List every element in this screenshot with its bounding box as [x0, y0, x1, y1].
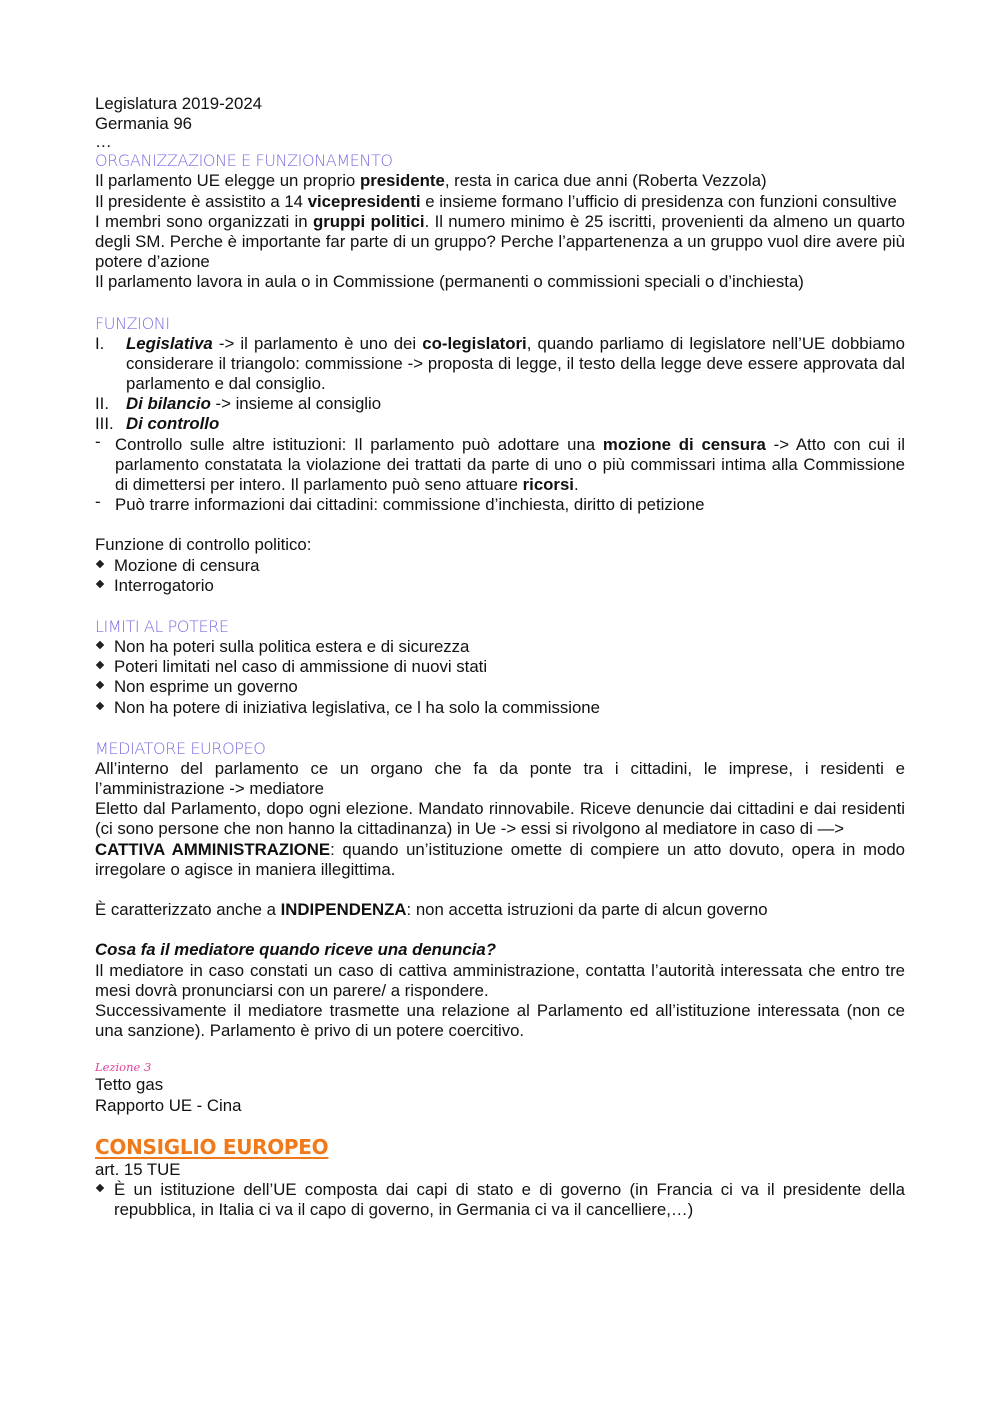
paragraph-complaint-procedure: Il mediatore in caso constati un caso di cattiva amministrazione, contatta l’autorità interessata che entro tre mesi dovrà pronunciarsi con un parere/ a rispondere. — [95, 960, 905, 1000]
heading-ombudsman: MEDIATORE EUROPEO — [95, 738, 266, 758]
political-control-list — [95, 556, 905, 596]
functions-list — [95, 334, 905, 435]
dash-marker: - — [95, 492, 101, 512]
ellipsis-line: … — [95, 132, 112, 152]
paragraph-vicepresidents: Il presidente è assistito a 14 vicepresidenti e insieme formano l’ufficio di presidenza con funzioni consultive — [95, 191, 897, 211]
political-control-title: Funzione di controllo politico: — [95, 535, 312, 555]
list-item: Mozione di censura — [95, 556, 905, 576]
lesson-label: Lezione 3 — [95, 1060, 152, 1075]
diamond-bullet-icon — [96, 559, 104, 567]
list-item: Interrogatorio — [95, 576, 905, 596]
control-dash-list — [95, 431, 905, 516]
paragraph-report: Successivamente il mediatore trasmette una relazione al Parlamento ed all’istituzione interessata (non ce una sanzione). Parlamento è privo di un potere coercitivo. — [95, 1000, 905, 1041]
function-item: II. Di bilancio -> insieme al consiglio — [95, 394, 382, 414]
question-heading: Cosa fa il mediatore quando riceve una denuncia? — [95, 940, 496, 960]
council-list — [95, 1180, 905, 1220]
diamond-bullet-icon — [96, 580, 104, 588]
dash-item: - Può trarre informazioni dai cittadini: commissione d’inchiesta, diritto di petizione — [95, 492, 705, 515]
list-item: Non ha poteri sulla politica estera e di sicurezza — [95, 637, 905, 657]
diamond-bullet-icon — [96, 701, 104, 709]
function-item: III. Di controllo — [95, 414, 220, 434]
paragraph-ombudsman-election: Eletto dal Parlamento, dopo ogni elezione. Mandato rinnovabile. Riceve denuncie dai cittadini e dai residenti (ci sono persone che non hanno la cittadinanza) in Ue -> essi si rivolgono al mediatore in caso di —> — [95, 799, 905, 839]
paragraph-political-groups: I membri sono organizzati in gruppi politici. Il numero minimo è 25 iscritti, provenienti da almeno un quarto degli SM. Perche è importante far parte di un gruppo? Perche l’appartenenza a un gruppo vuol dire avere più potere d’azione — [95, 211, 905, 272]
paragraph-commission-work: Il parlamento lavora in aula o in Commissione (permanenti o commissioni speciali o d’inchiesta) — [95, 272, 804, 292]
heading-limits: LIMITI AL POTERE — [95, 617, 229, 637]
limits-list — [95, 637, 905, 718]
article-reference: art. 15 TUE — [95, 1159, 181, 1179]
paragraph-maladministration: CATTIVA AMMINISTRAZIONE: quando un’istituzione omette di compiere un atto dovuto, opera in modo irregolare o agisce in maniera illegittima. — [95, 839, 905, 879]
diamond-bullet-icon — [96, 681, 104, 689]
paragraph-ombudsman-intro: All’interno del parlamento ce un organo che fa da ponte tra i cittadini, le imprese, i residenti e l’amministrazione -> mediatore — [95, 758, 905, 799]
document-page — [95, 94, 905, 1220]
list-item: Non ha potere di iniziativa legislativa, ce l ha solo la commissione — [95, 698, 905, 718]
legislature-line: Legislatura 2019-2024 — [95, 94, 263, 113]
topic-eu-china: Rapporto UE - Cina — [95, 1095, 242, 1115]
diamond-bullet-icon — [96, 641, 104, 649]
function-item: I. Legislativa -> il parlamento è uno dei co-legislatori, quando parliamo di legislatore nell’UE dobbiamo considerare il triangolo: commissione -> proposta di legge, il testo della legge deve essere approvata dal parlamento e dal consiglio. — [95, 333, 905, 394]
dash-item: - Controllo sulle altre istituzioni: Il parlamento può adottare una mozione di censura -> Atto con cui il parlamento constatata la violazione dei trattati da parte di uno o più commissari intima alla Commissione di dimettersi per intero. Il parlamento può seno attuare ricorsi. — [95, 431, 905, 495]
dash-marker: - — [95, 431, 101, 451]
germany-line: Germania 96 — [95, 114, 193, 134]
heading-functions: FUNZIONI — [95, 313, 170, 333]
list-item: Non esprime un governo — [95, 677, 905, 697]
list-item: È un istituzione dell’UE composta dai capi di stato e di governo (in Francia ci va il presidente della repubblica, in Italia ci va il capo di governo, in Germania ci va il cancelliere,…) — [95, 1180, 905, 1220]
heading-european-council: CONSIGLIO EUROPEO — [95, 1134, 329, 1159]
list-item: Poteri limitati nel caso di ammissione di nuovi stati — [95, 657, 905, 677]
topic-gas-cap: Tetto gas — [95, 1075, 164, 1095]
paragraph-president: Il parlamento UE elegge un proprio presidente, resta in carica due anni (Roberta Vezzola) — [95, 171, 767, 191]
diamond-bullet-icon — [96, 661, 104, 669]
diamond-bullet-icon — [96, 1184, 104, 1192]
paragraph-independence: È caratterizzato anche a INDIPENDENZA: non accetta istruzioni da parte di alcun governo — [95, 900, 768, 920]
heading-organization: ORGANIZZAZIONE E FUNZIONAMENTO — [95, 151, 393, 171]
